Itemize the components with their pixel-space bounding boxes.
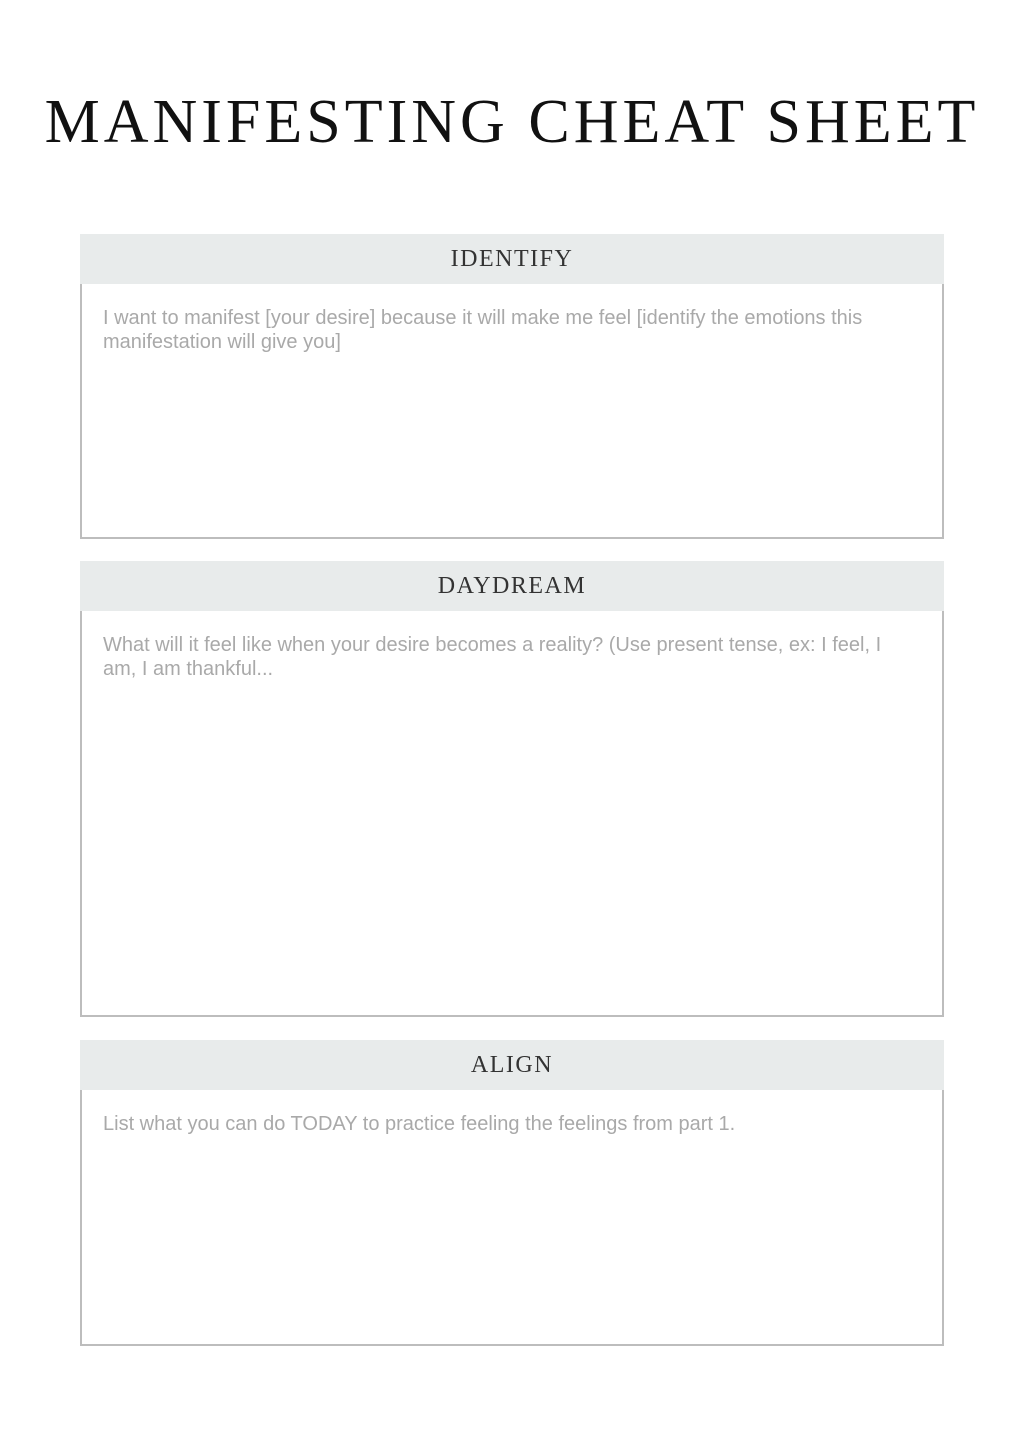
section-heading-identify: IDENTIFY (80, 234, 944, 284)
section-identify (80, 234, 944, 539)
section-daydream (80, 561, 944, 1017)
section-heading-align: ALIGN (80, 1040, 944, 1090)
writing-area-identify[interactable] (80, 284, 944, 539)
writing-area-daydream[interactable] (80, 611, 944, 1017)
prompt-align: List what you can do TODAY to practice feeling the feelings from part 1. (103, 1113, 736, 1135)
prompt-daydream: What will it feel like when your desire becomes a reality? (Use present tense, ex: I feel, I am, I am thankful... (103, 634, 882, 680)
section-heading-daydream: DAYDREAM (80, 561, 944, 611)
writing-area-align[interactable] (80, 1090, 944, 1346)
page-title: MANIFESTING CHEAT SHEET (44, 88, 980, 156)
section-align (80, 1040, 944, 1346)
prompt-identify: I want to manifest [your desire] because it will make me feel [identify the emotions this manifestation will give you] (103, 307, 863, 353)
